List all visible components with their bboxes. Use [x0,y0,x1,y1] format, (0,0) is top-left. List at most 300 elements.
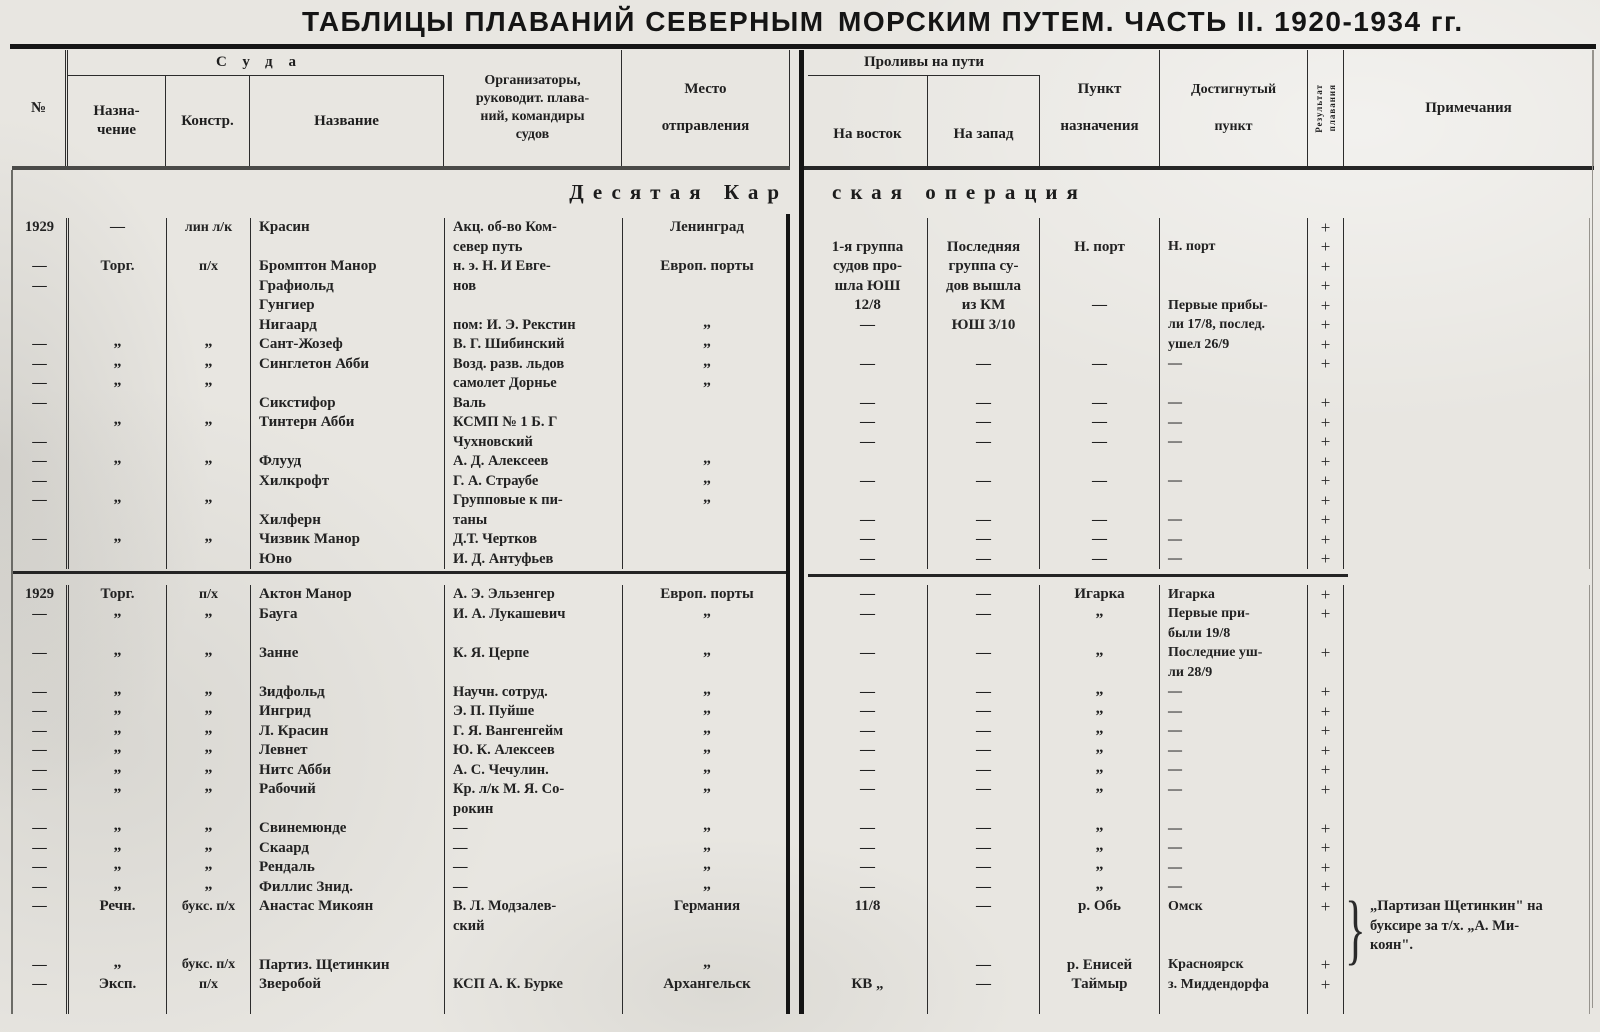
cell-naznachenie: „ [69,741,167,761]
cell-dostignutyj: ли 28/9 [1160,663,1308,683]
cell-prim [1344,277,1590,297]
cell-mesto [623,296,791,316]
cell-naznachenie: „ [69,644,167,664]
cell-east: — [808,741,928,761]
cell-prim [1344,741,1590,761]
cell-dostignutyj: Н. порт [1160,238,1308,258]
cell-num [13,238,69,258]
cell-dostignutyj: — [1160,413,1308,433]
cell-konstr [167,936,251,956]
cell-nazvanie: Рендаль [251,858,445,878]
table-row [808,413,1590,433]
cell-mesto [623,277,791,297]
cell-prim [1344,858,1590,878]
col-header-konstr [166,76,250,166]
cell-num [13,316,69,336]
cell-naznachenie: „ [69,761,167,781]
table-row [808,936,1590,956]
cell-konstr [167,663,251,683]
cell-naznachenie [69,936,167,956]
cell-organizers: север путь [445,238,623,258]
cell-west: — [928,819,1040,839]
table-row [808,897,1590,917]
table-row [808,355,1590,375]
konstr-label: Констр. [181,112,234,129]
cell-nazvanie [251,800,445,820]
cell-rezultat [1308,995,1344,1015]
cell-punkt: — [1040,355,1160,375]
cell-prim [1344,819,1590,839]
cell-east: — [808,858,928,878]
cell-west: — [928,394,1040,414]
table-row [808,836,1590,859]
cell-prim [1344,511,1590,531]
cell-dostignutyj: Омск [1160,897,1308,917]
cell-dostignutyj: — [1160,702,1308,722]
cell-east [808,936,928,956]
cell-rezultat: + [1308,257,1344,277]
cell-naznachenie [69,917,167,937]
cell-dostignutyj: — [1160,511,1308,531]
cell-organizers: В. Г. Шибинский [445,335,623,355]
cell-mesto: „ [703,450,711,467]
cell-east [808,956,928,976]
cell-organizers: Г. Я. Вангенгейм [445,722,623,742]
table-row [808,257,1590,277]
cell-dostignutyj: — [1160,819,1308,839]
cell-mesto [623,995,791,1015]
cell-prim: „Партизан Щетинкин" на [1344,897,1590,917]
cell-dostignutyj [1160,277,1308,297]
cell-num: — [13,839,69,859]
cell-dostignutyj: ушел 26/9 [1160,335,1308,355]
table-row [13,936,791,956]
cell-west: — [928,858,1040,878]
cell-organizers: Чухновский [445,433,623,453]
cell-punkt [1040,257,1160,277]
cell-punkt: р. Енисей [1040,956,1160,976]
cell-nazvanie [251,374,445,394]
cell-nazvanie [251,936,445,956]
cell-nazvanie: Сикстифор [251,394,445,414]
cell-konstr [167,238,251,258]
primechaniya-label: Примечания [1425,99,1512,116]
cell-dostignutyj [1160,374,1308,394]
cell-punkt [1040,624,1160,644]
cell-rezultat: + [1308,956,1344,976]
cell-konstr: п/х [167,975,251,995]
cell-konstr: „ [167,839,251,859]
table-row [808,585,1590,605]
cell-rezultat: + [1308,394,1344,414]
cell-west: — [928,644,1040,664]
organizers-line1: Организаторы, [484,73,581,88]
cell-mesto: „ [703,700,711,717]
cell-nazvanie: Хилферн [251,511,445,531]
cell-punkt [1040,917,1160,937]
cell-num: — [13,491,69,511]
table-row [808,956,1590,976]
cell-naznachenie: „ [69,335,167,355]
cell-punkt: „ [1040,761,1160,781]
cell-naznachenie: — [69,218,167,238]
cell-prim [1344,800,1590,820]
cell-east: — [808,433,928,453]
cell-east [808,218,928,238]
cell-nazvanie: Синглетон Абби [251,355,445,375]
table-row [808,277,1590,297]
cell-east: КВ „ [808,975,928,995]
cell-naznachenie: Эксп. [69,975,167,995]
left-edge-rule [11,170,13,1014]
cell-organizers: Валь [445,394,623,414]
cell-west: из КМ [928,296,1040,316]
cell-prim [1344,683,1590,703]
cell-punkt: „ [1040,702,1160,722]
cell-punkt: — [1040,550,1160,570]
cell-konstr: букс. п/х [167,956,251,976]
col-header-punkt [1040,50,1160,166]
cell-naznachenie: „ [69,780,167,800]
cell-prim [1344,296,1590,316]
col-header-mesto [622,50,790,166]
cell-punkt: — [1040,530,1160,550]
table-row [808,472,1590,492]
cell-west [928,936,1040,956]
table-row [13,800,791,820]
cell-mesto [623,917,791,937]
cell-mesto: „ [703,680,711,698]
table-row [808,550,1590,570]
cell-organizers: Групповые к пи- [445,491,623,511]
cell-east [808,800,928,820]
cell-num: — [13,897,69,917]
east-label: На восток [833,126,902,142]
cell-nazvanie: Тинтерн Абби [251,413,445,433]
cell-nazvanie: Бромптон Манор [251,257,445,277]
table-row [808,719,1590,742]
cell-west: — [928,722,1040,742]
cell-dostignutyj: — [1160,433,1308,453]
cell-mesto [623,413,791,433]
cell-rezultat [1308,624,1344,644]
cell-rezultat: + [1308,605,1344,625]
cell-naznachenie: Речн. [69,897,167,917]
cell-dostignutyj: — [1160,355,1308,375]
cell-num [13,511,69,531]
cell-naznachenie [69,624,167,644]
cell-mesto: Европ. порты [660,258,754,275]
cell-nazvanie [251,491,445,511]
cell-east: — [808,355,928,375]
cell-nazvanie: Актон Манор [251,585,445,605]
cell-naznachenie: „ [69,819,167,839]
cell-organizers: Кр. л/к М. Я. Со- [445,780,623,800]
cell-mesto: „ [703,641,711,659]
cell-punkt [1040,936,1160,956]
cell-naznachenie: „ [69,413,167,433]
cell-organizers: Возд. разв. льдов [445,355,623,375]
cell-nazvanie [251,624,445,644]
cell-dostignutyj: — [1160,878,1308,898]
cell-mesto [623,550,791,570]
cell-rezultat: + [1308,433,1344,453]
table-row [808,995,1590,1015]
cell-organizers [445,296,623,316]
cell-rezultat: + [1308,683,1344,703]
table-row [13,585,791,605]
cell-prim [1344,780,1590,800]
cell-punkt [1040,277,1160,297]
cell-punkt: „ [1040,858,1160,878]
col-header-east [808,76,928,166]
table-row [808,394,1590,414]
cell-nazvanie: Анастас Микоян [251,897,445,917]
cell-organizers [445,995,623,1015]
cell-organizers: ский [445,917,623,937]
cell-punkt: р. Обь [1040,897,1160,917]
cell-punkt [1040,335,1160,355]
cell-punkt [1040,374,1160,394]
cell-konstr: „ [167,605,251,625]
col-group-straits [808,50,1040,166]
cell-rezultat: + [1308,644,1344,664]
table-row [13,875,791,898]
cell-num [13,936,69,956]
cell-organizers [445,624,623,644]
cell-prim [1344,335,1590,355]
cell-east: — [808,761,928,781]
cell-organizers: Акц. об-во Ком- [445,218,623,238]
table-row [808,680,1590,703]
cell-konstr: „ [167,374,251,394]
col-header-dostignutyj [1160,50,1308,166]
cell-east [808,374,928,394]
cell-num: — [13,433,69,453]
cell-organizers: КСП А. К. Бурке [445,975,623,995]
table-row [13,975,791,995]
cell-nazvanie [251,238,445,258]
cell-naznachenie: „ [69,605,167,625]
table-row [13,277,791,297]
cell-punkt: — [1040,433,1160,453]
cell-dostignutyj [1160,452,1308,472]
cell-punkt: „ [1040,644,1160,664]
table-row [808,741,1590,761]
cell-organizers: — [445,878,623,898]
cell-rezultat: + [1308,722,1344,742]
cell-num: — [13,878,69,898]
cell-nazvanie [251,917,445,937]
cell-dostignutyj: — [1160,472,1308,492]
cell-east: — [808,530,928,550]
cell-east: — [808,878,928,898]
cell-num [13,917,69,937]
cell-dostignutyj: Первые при- [1160,605,1308,625]
cell-punkt: „ [1040,780,1160,800]
cell-prim [1344,452,1590,472]
cell-mesto: „ [703,469,711,487]
cell-num: — [13,761,69,781]
cell-prim [1344,238,1590,258]
cell-west [928,663,1040,683]
cell-mesto: „ [703,856,711,873]
organizers-line2: руководит. плава- [475,91,590,106]
cell-prim [1344,585,1590,605]
cell-west: — [928,433,1040,453]
cell-west: — [928,839,1040,859]
cell-prim [1344,433,1590,453]
cell-dostignutyj: Игарка [1160,585,1308,605]
cell-num: — [13,530,69,550]
cell-punkt [1040,663,1160,683]
cell-rezultat: + [1308,741,1344,761]
cell-mesto: „ [703,352,711,370]
cell-prim [1344,355,1590,375]
cell-konstr: „ [167,644,251,664]
cell-rezultat: + [1308,413,1344,433]
cell-dostignutyj: — [1160,394,1308,414]
cell-rezultat [1308,800,1344,820]
cell-dostignutyj: ли 17/8, послед. [1160,316,1308,336]
cell-konstr: „ [167,491,251,511]
punkt-line1: Пункт [1077,81,1122,97]
cell-west: — [928,683,1040,703]
cell-prim [1344,995,1590,1015]
cell-prim [1344,839,1590,859]
cell-num: 1929 [13,218,69,238]
cell-naznachenie: „ [69,683,167,703]
cell-organizers: Г. А. Страубе [445,472,623,492]
cell-east [808,491,928,511]
page-title-right: МОРСКИМ ПУТЕМ. ЧАСТЬ II. 1920-1934 гг. [838,6,1464,37]
cell-organizers: — [445,839,623,859]
cell-rezultat [1308,374,1344,394]
cell-dostignutyj: — [1160,550,1308,570]
table-row [808,663,1590,683]
cell-prim [1344,956,1590,976]
cell-mesto: Архангельск [663,976,751,993]
cell-punkt: — [1040,394,1160,414]
cell-east: — [808,585,928,605]
cell-rezultat: + [1308,452,1344,472]
table-row [13,917,791,937]
table-row [808,602,1590,625]
section1-right-grid [808,218,1590,569]
cell-west [928,452,1040,472]
cell-prim [1344,722,1590,742]
cell-east: — [808,472,928,492]
cell-east: — [808,550,928,570]
cell-naznachenie [69,663,167,683]
section2-left-grid [12,585,791,1014]
cell-prim [1344,761,1590,781]
cell-dostignutyj [1160,491,1308,511]
cell-west: дов вышла [928,277,1040,297]
rezultat-line2: плавания [1327,84,1337,132]
cell-west: группа су- [928,257,1040,277]
cell-east: — [808,722,928,742]
cell-mesto [623,238,791,258]
cell-punkt: — [1040,296,1160,316]
table-row [808,624,1590,644]
cell-num: — [13,472,69,492]
table-row [13,953,791,976]
cell-konstr: „ [167,702,251,722]
cell-nazvanie: Ингрид [251,702,445,722]
col-header-rezultat [1308,50,1344,166]
cell-nazvanie: Нитс Абби [251,761,445,781]
punkt-line2: назначения [1060,118,1139,134]
cell-dostignutyj [1160,995,1308,1015]
cell-prim [1344,374,1590,394]
col-header-naznachenie [68,76,166,166]
section1-left-grid [12,218,791,569]
cell-east: — [808,819,928,839]
cell-punkt: „ [1040,683,1160,703]
table-row [13,758,791,781]
cell-east: — [808,605,928,625]
cell-nazvanie [251,663,445,683]
cell-nazvanie: Бауга [251,605,445,625]
note-brace: } [1345,885,1366,972]
cell-west: — [928,878,1040,898]
cell-num: — [13,452,69,472]
cell-punkt: „ [1040,839,1160,859]
table-row [13,780,791,800]
cell-punkt [1040,316,1160,336]
table-row [808,296,1590,316]
table-row [13,530,791,550]
cell-konstr: „ [167,452,251,472]
cell-west [928,995,1040,1015]
table-row [13,218,791,238]
cell-mesto: „ [703,333,711,350]
section2-right-grid [808,585,1590,1014]
table-row [13,702,791,722]
table-row [13,352,791,375]
mesto-line2: отправления [661,118,750,134]
cell-organizers: КСМП № 1 Б. Г [445,413,623,433]
cell-konstr: „ [167,858,251,878]
cell-dostignutyj: — [1160,741,1308,761]
cell-dostignutyj: Красноярск [1160,956,1308,976]
cell-num: — [13,605,69,625]
table-row [13,374,791,394]
title-rule [10,44,1596,49]
cell-organizers [445,936,623,956]
cell-rezultat: + [1308,780,1344,800]
cell-mesto [623,624,791,644]
cell-naznachenie [69,296,167,316]
cell-west: — [928,585,1040,605]
straits-group-label: Проливы на пути [808,50,1040,76]
cell-nazvanie: Нигаард [251,316,445,336]
cell-rezultat: + [1308,511,1344,531]
cell-mesto [623,663,791,683]
cell-num: — [13,956,69,976]
cell-east [808,917,928,937]
cell-num [13,296,69,316]
cell-nazvanie: Скаард [251,839,445,859]
cell-nazvanie: Юно [251,550,445,570]
cell-prim [1344,702,1590,722]
cell-mesto: „ [703,817,711,834]
cell-naznachenie: „ [69,452,167,472]
cell-naznachenie [69,277,167,297]
cell-prim [1344,644,1590,664]
cell-num: — [13,683,69,703]
